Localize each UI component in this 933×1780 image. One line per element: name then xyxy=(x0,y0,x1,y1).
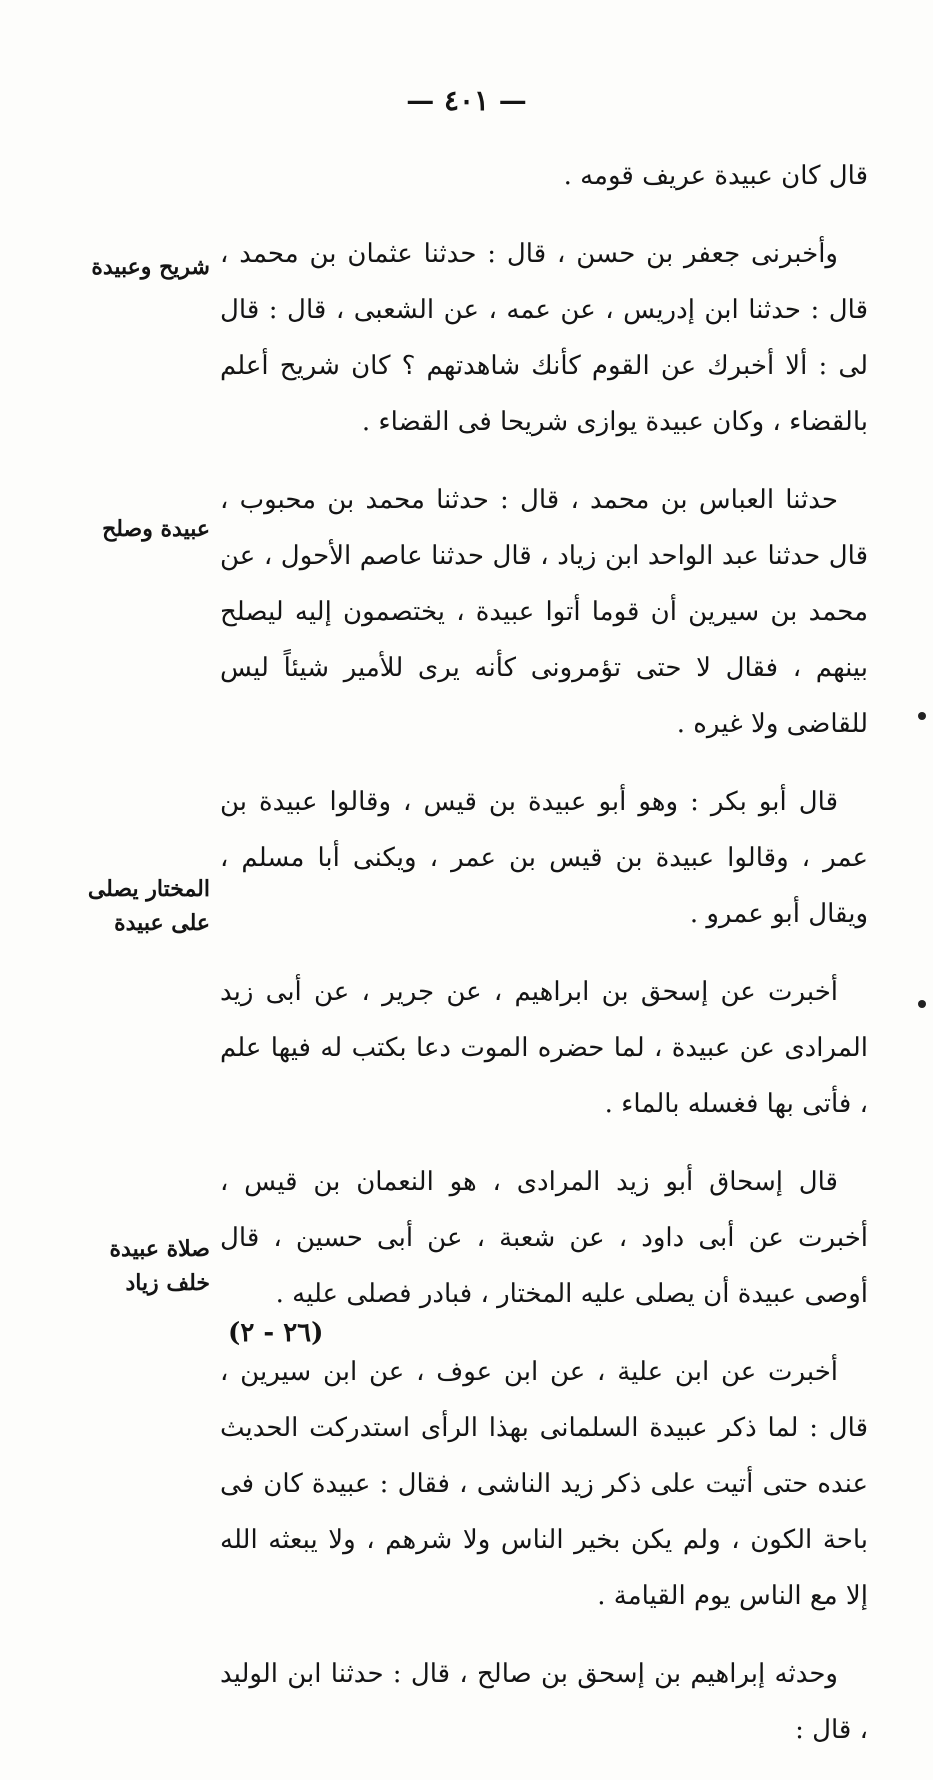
paragraph-1: قال كان عبيدة عريف قومه . xyxy=(563,161,868,191)
folio-signature: (٢٦ - ٢) xyxy=(228,1318,324,1348)
margin-note-shurayh: شريح وعبيدة xyxy=(91,254,210,280)
margin-dot xyxy=(918,1000,926,1008)
margin-dot xyxy=(918,712,926,720)
paragraph-7: أخبرت عن ابن علية ، عن ابن عوف ، عن ابن سيرين ، قال : لما ذكر عبيدة السلمانى بهذا الرأى استدركت الحديث عنده حتى أتيت على ذكر زيد الناشى ، فقال : عبيدة كان فى باحة الكون ، ولم يكن بخير الناس ولا شرهم ، ولا يبعثه الله إلا مع الناس يوم القيامة . xyxy=(220,1357,868,1611)
page-number: — ٤٠١ — xyxy=(406,84,527,117)
paragraph-3: حدثنا العباس بن محمد ، قال : حدثنا محمد بن محبوب ، قال حدثنا عبد الواحد ابن زياد ، قال حدثنا عاصم الأحول ، عن محمد بن سيرين أن قوما أتوا عبيدة ، يختصمون إليه ليصلح بينهم ، فقال لا حتى تؤمرونى كأنه يرى للأمير شيئاً ليس للقاضى ولا غيره . xyxy=(220,485,868,739)
margin-note-mukhtar: المختار يصلى على عبيدة xyxy=(87,876,210,936)
margin-note-sulh: عبيدة وصلح xyxy=(102,516,210,542)
paragraph-8: وحدثه إبراهيم بن إسحق بن صالح ، قال : حدثنا ابن الوليد ، قال : xyxy=(220,1659,868,1745)
paragraph-4: قال أبو بكر : وهو أبو عبيدة بن قيس ، وقالوا عبيدة بن عمر ، وقالوا عبيدة بن قيس بن عمر ، ويكنى أبا مسلم ، ويقال أبو عمرو . xyxy=(220,787,868,929)
paragraph-5: أخبرت عن إسحق بن ابراهيم ، عن جرير ، عن أبى زيد المرادى عن عبيدة ، لما حضره الموت دعا بكتب له فيها علم ، فأتى بها فغسله بالماء . xyxy=(220,977,868,1119)
paragraph-2: وأخبرنى جعفر بن حسن ، قال : حدثنا عثمان بن محمد ، قال : حدثنا ابن إدريس ، عن عمه ، عن الشعبى ، قال : قال لى : ألا أخبرك عن القوم كأنك شاهدتهم ؟ كان شريح أعلم بالقضاء ، وكان عبيدة يوازى شريحا فى القضاء . xyxy=(220,239,868,437)
paragraph-6: قال إسحاق أبو زيد المرادى ، هو النعمان بن قيس ، أخبرت عن أبى داود ، عن شعبة ، عن أبى حسين ، قال أوصى عبيدة أن يصلى عليه المختار ، فبادر فصلى عليه . xyxy=(220,1167,868,1309)
body-text xyxy=(220,148,868,1780)
margin-note-salat: صلاة عبيدة خلف زياد xyxy=(109,1236,210,1296)
